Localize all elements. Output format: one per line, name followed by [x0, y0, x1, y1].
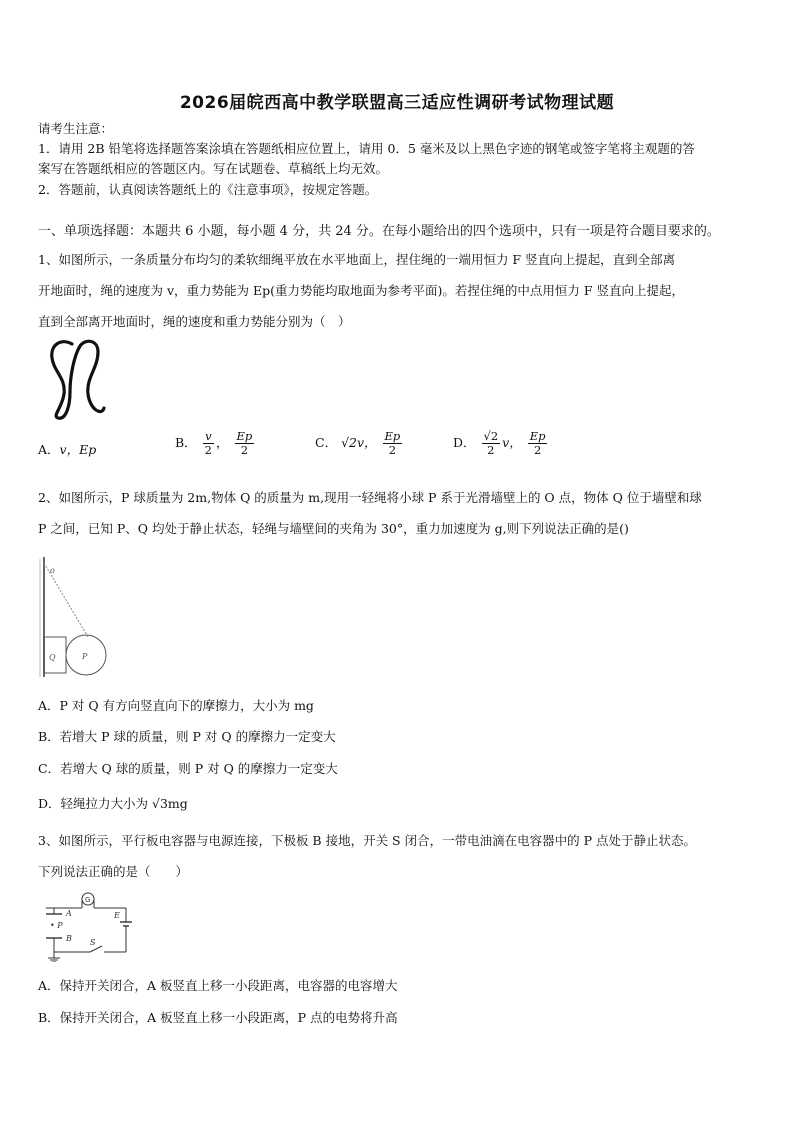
option-label: A． — [38, 442, 60, 457]
page-title: 2026届皖西高中教学联盟高三适应性调研考试物理试题 — [179, 93, 615, 113]
option-text: v，Ep — [59, 442, 97, 457]
q2-option-a[interactable]: A．P 对 Q 有方向竖直向下的摩擦力，大小为 mg — [38, 698, 314, 713]
wall-ball-figure — [36, 553, 116, 681]
q2-option-d[interactable]: D．轻绳拉力大小为 √3mg — [38, 796, 188, 811]
point-o-label: o — [50, 566, 55, 575]
q2-option-b[interactable]: B．若增大 P 球的质量，则 P 对 Q 的摩擦力一定变大 — [38, 729, 336, 744]
fraction: $\frac{Ep}{2}$ — [384, 429, 401, 457]
notice-item: 案写在答题纸相应的答题区内。写在试题卷、草稿纸上均无效。 — [38, 161, 389, 176]
option-label: B． — [175, 435, 197, 450]
q2-text: P 之间，已知 P、Q 均处于静止状态，轻绳与墙壁间的夹角为 30°，重力加速度为 g,则下列说法正确的是() — [38, 521, 629, 536]
q2-option-c[interactable]: C．若增大 Q 球的质量，则 P 对 Q 的摩擦力一定变大 — [38, 761, 338, 776]
q1-option-b[interactable]: B． $\frac{v}{2}$ ， $\frac{Ep}{2}$ — [175, 429, 253, 457]
option-label: C． — [315, 435, 338, 450]
q1-option-a[interactable] — [38, 441, 96, 459]
q1-text: 直到全部离开地面时，绳的速度和重力势能分别为（ ） — [38, 314, 351, 329]
battery-e-label: E — [114, 911, 120, 920]
q1-option-c[interactable] — [315, 430, 404, 457]
q2-text: 2、如图所示，P 球质量为 2m,物体 Q 的质量为 m,现用一轻绳将小球 P 系于光滑墙壁上的 O 点，物体 Q 位于墙壁和球 — [38, 490, 702, 505]
switch-s-label: S — [90, 938, 96, 947]
fraction: $\frac{Ep}{2}$ — [529, 429, 546, 457]
galvanometer-label: G — [85, 896, 91, 904]
notice-heading: 请考生注意： — [38, 121, 114, 136]
fraction: $\frac{Ep}{2}$ — [236, 429, 253, 457]
option-text: √2v， — [341, 435, 377, 450]
ball-p-label: P — [82, 652, 88, 661]
section-heading: 一、单项选择题：本题共 6 小题，每小题 4 分，共 24 分。在每小题给出的四个选项中，只有一项是符合题目要求的。 — [38, 224, 720, 239]
plate-a-label: A — [66, 909, 72, 918]
option-label: D． — [453, 435, 476, 450]
q3-option-b[interactable]: B．保持开关闭合，A 板竖直上移一小段距离，P 点的电势将升高 — [38, 1010, 398, 1025]
notice-item: 2．答题前，认真阅读答题纸上的《注意事项》，按规定答题。 — [38, 182, 378, 197]
q1-text: 1、如图所示，一条质量分布均匀的柔软细绳平放在水平地面上，捏住绳的一端用恒力 F 竖直向上提起，直到全部离 — [38, 252, 676, 267]
q3-text: 3、如图所示，平行板电容器与电源连接，下极板 B 接地，开关 S 闭合，一带电油滴在电容器中的 P 点处于静止状态。 — [38, 833, 696, 848]
plate-b-label: B — [66, 934, 72, 943]
rope-figure — [44, 336, 114, 420]
capacitor-circuit-figure — [40, 890, 140, 962]
point-p-label: • P — [50, 921, 63, 930]
q3-text: 下列说法正确的是（ ） — [38, 864, 189, 879]
block-q-label: Q — [49, 653, 56, 662]
q3-option-a[interactable]: A．保持开关闭合，A 板竖直上移一小段距离，电容器的电容增大 — [38, 978, 398, 993]
fraction: $\frac{v}{2}$ — [204, 429, 212, 457]
fraction: $\frac{√2}{2}$ — [483, 429, 499, 457]
q1-option-d[interactable]: D． $\frac{√2}{2}$ v， $\frac{Ep}{2}$ — [453, 429, 546, 457]
notice-item: 1．请用 2B 铅笔将选择题答案涂填在答题纸相应位置上，请用 0．5 毫米及以上黑色字迹的钢笔或签字笔将主观题的答 — [38, 141, 695, 156]
q1-text: 开地面时，绳的速度为 v，重力势能为 Ep(重力势能均取地面为参考平面)。若捏住绳的中点用恒力 F 竖直向上提起， — [38, 283, 685, 298]
